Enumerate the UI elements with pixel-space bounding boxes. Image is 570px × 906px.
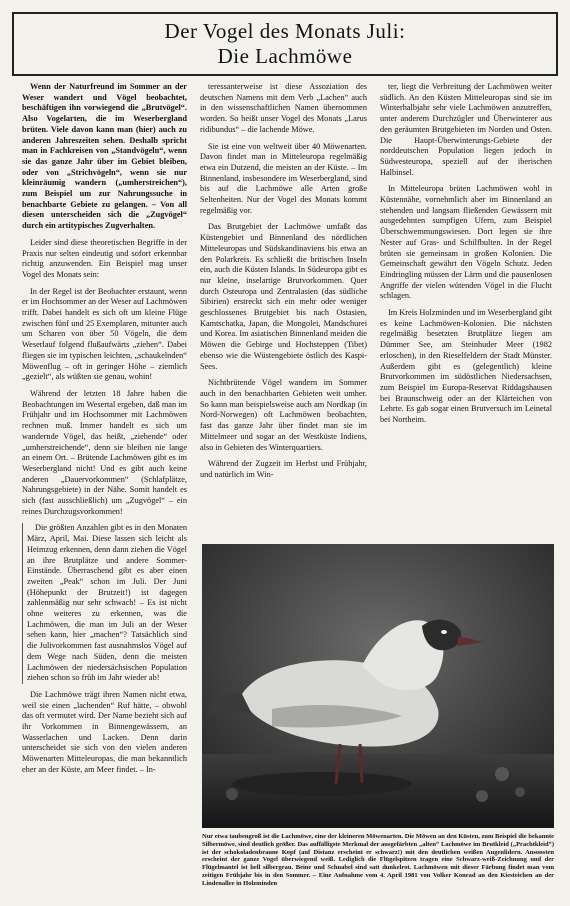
headline-line-1: Der Vogel des Monats Juli:: [164, 19, 406, 43]
article-paragraph: teressanterweise ist diese Assoziation des deutschen Namens mit dem Verb „Lachen“ auch in den wissenschaftlichen Namen übernommen worden. So heißt unser Vogel des Monats „Larus ridibundus“ – die lachende Möwe.: [200, 82, 367, 134]
article-paragraph: In der Regel ist der Beobachter erstaunt, wenn er im Hochsommer an der Weser auf Lachmöwen trifft. Dabei handelt es sich oft um kleine Flüge zwischen fünf und 25 Exemplaren, mitunter auch um Scharen von über 50 Vögeln, die dem Weserlauf folgend flußaufwärts „ziehen“. Dabei fliegen sie im typischen leichten, „schaukelnden“ Möwenflug – oft in geringer Höhe – ziemlich „gezielt“, als wüßten sie genau, wohin!: [22, 286, 187, 382]
article-paragraph: Während der Zugzeit im Herbst und Frühjahr, und natürlich im Win-: [200, 459, 367, 479]
photo-caption: Nur etwa taubengroß ist die Lachmöwe, eine der kleineren Möwenarten. Die Möwen an den Küsten, zum Beispiel die bekannte Silbermöwe, sind deutlich größer. Das auffälligste Merkmal der ausgefärbten „alten“ Lachmöwe im Brutkleid („Prachtkleid“) ist der schokoladenbraune Kopf (auf Distanz erscheint er schwarz!) mit den deutlichen weißen Augenlidern. Ansonsten erscheint der ganze Vogel überwiegend weiß. Lediglich die Flügelspitzen tragen eine Schwarz-weiß-Zeichnung und der Flügelmantel ist hell silbergrau. Beine und Schnabel sind satt dunkelrot. Lachmöwen mit dieser Färbung findet man vom zeitigen Frühjahr bis in den Sommer. – Eine Aufnahme vom 4. April 1981 von Volker Konrad an den Kiesteichen an der Lindenallee in Holzminden: [202, 833, 554, 887]
article-paragraph: Sie ist eine von weltweit über 40 Möwenarten. Davon findet man in Mitteleuropa regelmäßig etwa ein Dutzend, die meisten an der Küste. – Im Binnenland, insbesondere im Weserbergland, sind bis auf die Lachmöwe alle Arten große Seltenheiten. Nur der Vogel des Monats kommt regelmäßig vor.: [200, 141, 367, 215]
article-paragraph: Im Kreis Holzminden und im Weserbergland gibt es keine Lachmöwen-Kolonien. Die nächsten regelmäßig besetzten Brutplätze liegen am Dümmer See, am Steinhuder Meer (1982 erloschen), in den Rieselfeldern der Stadt Münster. Außerdem gibt es (gelegentlich) kleine Brutvorkommen im südöstlichen Niedersachsen, zum Beispiel im Europa-Reservat Riddagshausen bei Braunschweig oder an der Klärteichen von Lehrte. Es gab sogar einen Brutversuch im Leinetal bei Northeim.: [380, 308, 553, 425]
article-paragraph: Die größten Anzahlen gibt es in den Monaten März, April, Mai. Diese lassen sich leicht als Heimzug erkennen, denn dann ziehen die Vögel an ihre Brutplätze und andere Sommer-Einstände. Überraschend gibt es aber einen zweiten „Peak“ schon im Juli. Der Juni (Höhepunkt der Brutzeit!) ist dagegen zahlenmäßig nur sehr schwach! – Es ist nicht ohne weiteres zu erkennen, was die Lachmöwen, die man im Juli an der Weser sehen kann, hier „machen“? Tatsächlich sind die Julivorkommen fast ausnahmslos Vögel auf dem Wege nach Süden, denn die meisten Lachmöwen der niedersächsischen Population ziehen schon so früh im Jahr wieder ab!: [22, 523, 187, 684]
article-paragraph: Nichtbrütende Vögel wandern im Sommer auch in den benachbarten Gebieten weit umher. So kann man beispielsweise auch am Nordkap (in Nord-Norwegen) oft Lachmöwen beobachten, fast das ganze Jahr über findet man sie im Mittelmeer und sogar an der Westküste Indiens, also in Gebieten des Winterquartiers.: [200, 378, 367, 452]
article-column-1: [22, 82, 187, 782]
article-paragraph: Die Lachmöwe trägt ihren Namen nicht etwa, weil sie einen „lachenden“ Ruf hätte, – obwohl das oft vermutet wird. Der Name bezieht sich auf ihr Vorkommen in Binnengewässern, an Wasserlachen und Lacken. Denn darin unterscheidet sie sich von den vielen anderen Möwenarten Mitteleuropas, die man bekanntlich eher an der Küste, am Meer findet. – In-: [22, 689, 187, 774]
article-paragraph: In Mitteleuropa brüten Lachmöwen wohl in Küstennähe, vornehmlich aber im Binnenland an stehenden und langsam fließenden Gewässern mit ausgedehnten sumpfigen Ufern, zum Beispiel Überschwemmungswiesen. Dort legen sie ihre Nester auf Gras- und Schilfbulten. In der Regel brüten sie gemeinsam in großen Kolonien. Die Gemeinschaft gewährt den Vögeln Schutz. Jeden Eindringling müssen der Lärm und die pausenlosen Angriffe der vielen wütenden Vögel in die Flucht schlagen.: [380, 184, 552, 301]
headline-line-2: Die Lachmöwe: [217, 44, 353, 68]
headline-box: [12, 12, 558, 76]
article-column-2: [200, 82, 367, 487]
article-paragraph: Leider sind diese theoretischen Begriffe in der Praxis nur selten eindeutig und sofort erkennbar richtig anzuwenden. Ein Beispiel mag unser Vogel des Monats sein:: [22, 237, 187, 279]
article-paragraph: ter, liegt die Verbreitung der Lachmöwen weiter südlich. An den Küsten Mitteleuropas sind sie im Winterhalbjahr sehr viele Lachmöwen anzutreffen, unter anderem Durchzügler und Überwinterer aus den geräumten Brutgebieten im Norden und Osten. Die Haupt-Überwinterungs-Gebiete der norddeutschen Population liegen jedoch in Südwesteuropa, speziell auf der iberischen Halbinsel.: [380, 82, 552, 177]
gull-illustration: [202, 544, 554, 828]
article-paragraph: Während der letzten 18 Jahre haben die Beobachtungen im Wesertal ergeben, daß man im Frühjahr und im Hochsommer mit Lachmöwen rechnen muß. Immer handelt es sich um wandernde Vögel, das heißt, „ziehende“ oder „umherstreichende“, denn sie bleiben nie lange an einem Ort. – Brütende Lachmöwen gibt es im Weserbergland nicht! Und es gibt auch keine anderen „Dauervorkommen“ (Schlafplätze, Nahrungsgebiete) in der Nähe. Somit handelt es sich (fast ausschließlich) um „Zugvögel“ – ein reines Durchzugsvorkommen!: [22, 388, 187, 516]
article-paragraph: Das Brutgebiet der Lachmöwe umfaßt das Küstengebiet und Binnenland des nördlichen Mitteleuropas und Südskandinaviens bis etwa an den Polarkreis. Es schließt die britischen Inseln ein, auch die Küsten Islands. In Südeuropa gibt es nur kleine, inselartige Brutvorkommen. Quer durch Osteuropa und Zentralasien (das südliche Sibirien) erstreckt sich ein mehr oder weniger geschlossenes Brutgebiet bis nach Ostasien, Kamtschatka, Japan, die Mongolei, Mandschurei und Korea. Im asiatischen Binnenland meiden die Möwen die Gebirge und Hochsteppen (Tibet) ebenso wie die Wüstengebiete östlich des Kaspi-Sees.: [200, 222, 367, 371]
gull-photo: [202, 544, 554, 828]
article-paragraph: Wenn der Naturfreund im Sommer an der Weser wandert und Vögel beobachtet, beschäftigen ihn vorwiegend die „Brutvögel“. Also Vogelarten, die im Weserbergland brüten. Viele davon kann man (hier) auch zu anderen Jahreszeiten sehen. Deshalb spricht man in Fachkreisen von „Standvögeln“, wenn sie das ganze Jahr über im Gebiet bleiben, oder von „Strichvögeln“, wenn sie nur kleinräumig wandern („umherstreichen“), zum Beispiel um zur Nahrungssuche in benachbarte Gebiete zu gelangen. – Von all diesen unterscheiden sich die „Zugvögel“ durch ein artitypisches Zugverhalten.: [22, 82, 187, 231]
article-column-3: [380, 82, 552, 432]
